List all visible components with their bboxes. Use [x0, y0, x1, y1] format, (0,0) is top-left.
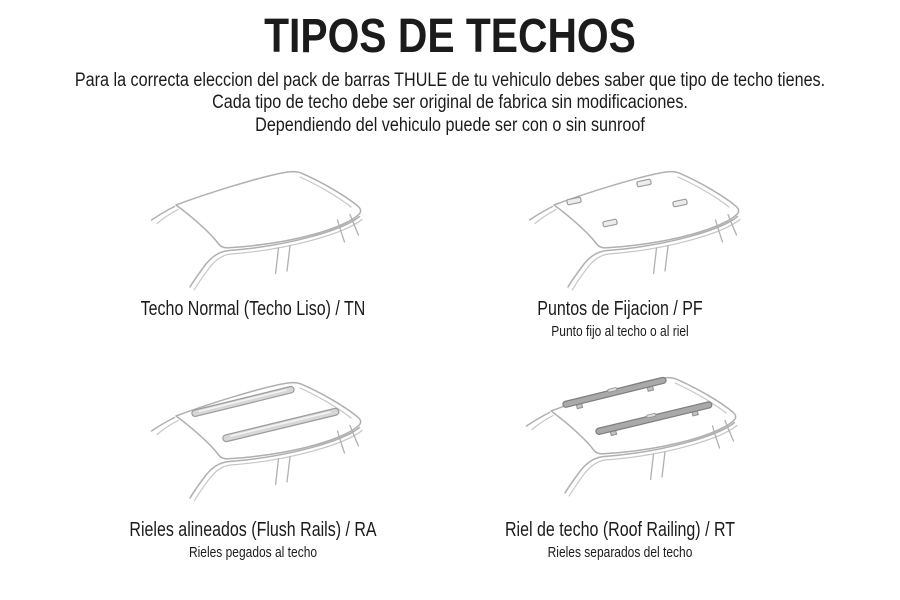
intro-line-3: Dependiendo del vehiculo puede ser con o sin sunroof: [255, 114, 645, 136]
roof-raised-rails-sketch-icon: [495, 363, 795, 508]
roof-type-labels-pf: [340, 297, 900, 341]
roof-type-card-pf: [340, 157, 900, 387]
roof-type-label: Rieles alineados (Flush Rails) / RA: [129, 519, 377, 541]
roof-type-sublabel: Rieles pegados al techo: [188, 544, 318, 561]
roof-type-sublabel: Rieles separados del techo: [547, 544, 693, 561]
raised-rails: [562, 375, 713, 438]
page-title: TIPOS DE TECHOS: [264, 10, 636, 63]
intro-line-2: Cada tipo de techo debe ser original de fabrica sin modificaciones.: [212, 92, 688, 114]
roof-type-labels-rt: [340, 518, 900, 562]
roof-fixpoints-sketch-icon: [498, 157, 798, 302]
roof-type-label: Riel de techo (Roof Railing) / RT: [504, 519, 736, 541]
roof-type-sublabel: Punto fijo al techo o al riel: [551, 323, 689, 340]
roof-type-card-rt: [340, 363, 900, 598]
roof-type-label: Puntos de Fijacion / PF: [537, 298, 703, 320]
roof-type-label: Techo Normal (Techo Liso) / TN: [140, 298, 366, 320]
intro-text: [0, 70, 900, 137]
fixation-points: [567, 179, 688, 227]
intro-line-1: Para la correcta eleccion del pack de barras THULE de tu vehiculo debes saber que tipo de techo tienes.: [74, 70, 826, 91]
flush-rails: [191, 386, 339, 442]
